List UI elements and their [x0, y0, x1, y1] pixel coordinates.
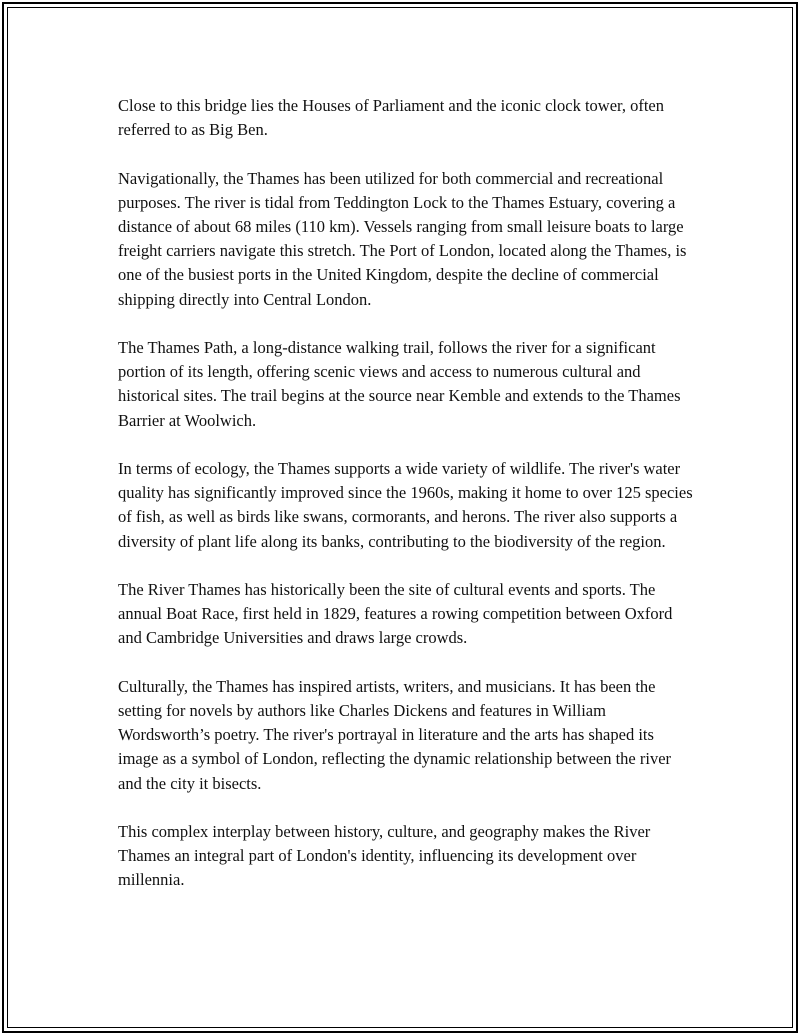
paragraph: Culturally, the Thames has inspired artists, writers, and musicians. It has been the setting for novels by authors like Charles Dickens and features in William Wordsworth’s poetry. The river's portrayal in literature and the arts has shaped its image as a symbol of London, reflecting the dynamic relationship between the river and the city it bisects. [118, 676, 672, 793]
paragraph: Close to this bridge lies the Houses of Parliament and the iconic clock tower, often referred to as Big Ben. [118, 96, 664, 140]
paragraph: Navigationally, the Thames has been utilized for both commercial and recreational purposes. The river is tidal from Teddington Lock to the Thames Estuary, covering a distance of about 68 miles (110 km). Vessels ranging from small leisure boats to large freight carriers navigate this stretch. The Port of London, located along the Thames, is one of the busiest ports in the United Kingdom, despite the decline of commercial shipping directly into Central London. [118, 168, 687, 309]
paragraph: The Thames Path, a long-distance walking trail, follows the river for a significant portion of its length, offering scenic views and access to numerous cultural and historical sites. The trail begins at the source near Kemble and extends to the Thames Barrier at Woolwich. [118, 338, 681, 430]
document-body [118, 94, 698, 917]
paragraph: In terms of ecology, the Thames supports a wide variety of wildlife. The river's water quality has significantly improved since the 1960s, making it home to over 125 species of fish, as well as birds like swans, cormorants, and herons. The river also supports a diversity of plant life along its banks, contributing to the biodiversity of the region. [118, 459, 693, 551]
paragraph: The River Thames has historically been the site of cultural events and sports. The annual Boat Race, first held in 1829, features a rowing competition between Oxford and Cambridge Universities and draws large crowds. [118, 580, 673, 648]
paragraph: This complex interplay between history, culture, and geography makes the River Thames an integral part of London's identity, influencing its development over millennia. [118, 822, 651, 890]
